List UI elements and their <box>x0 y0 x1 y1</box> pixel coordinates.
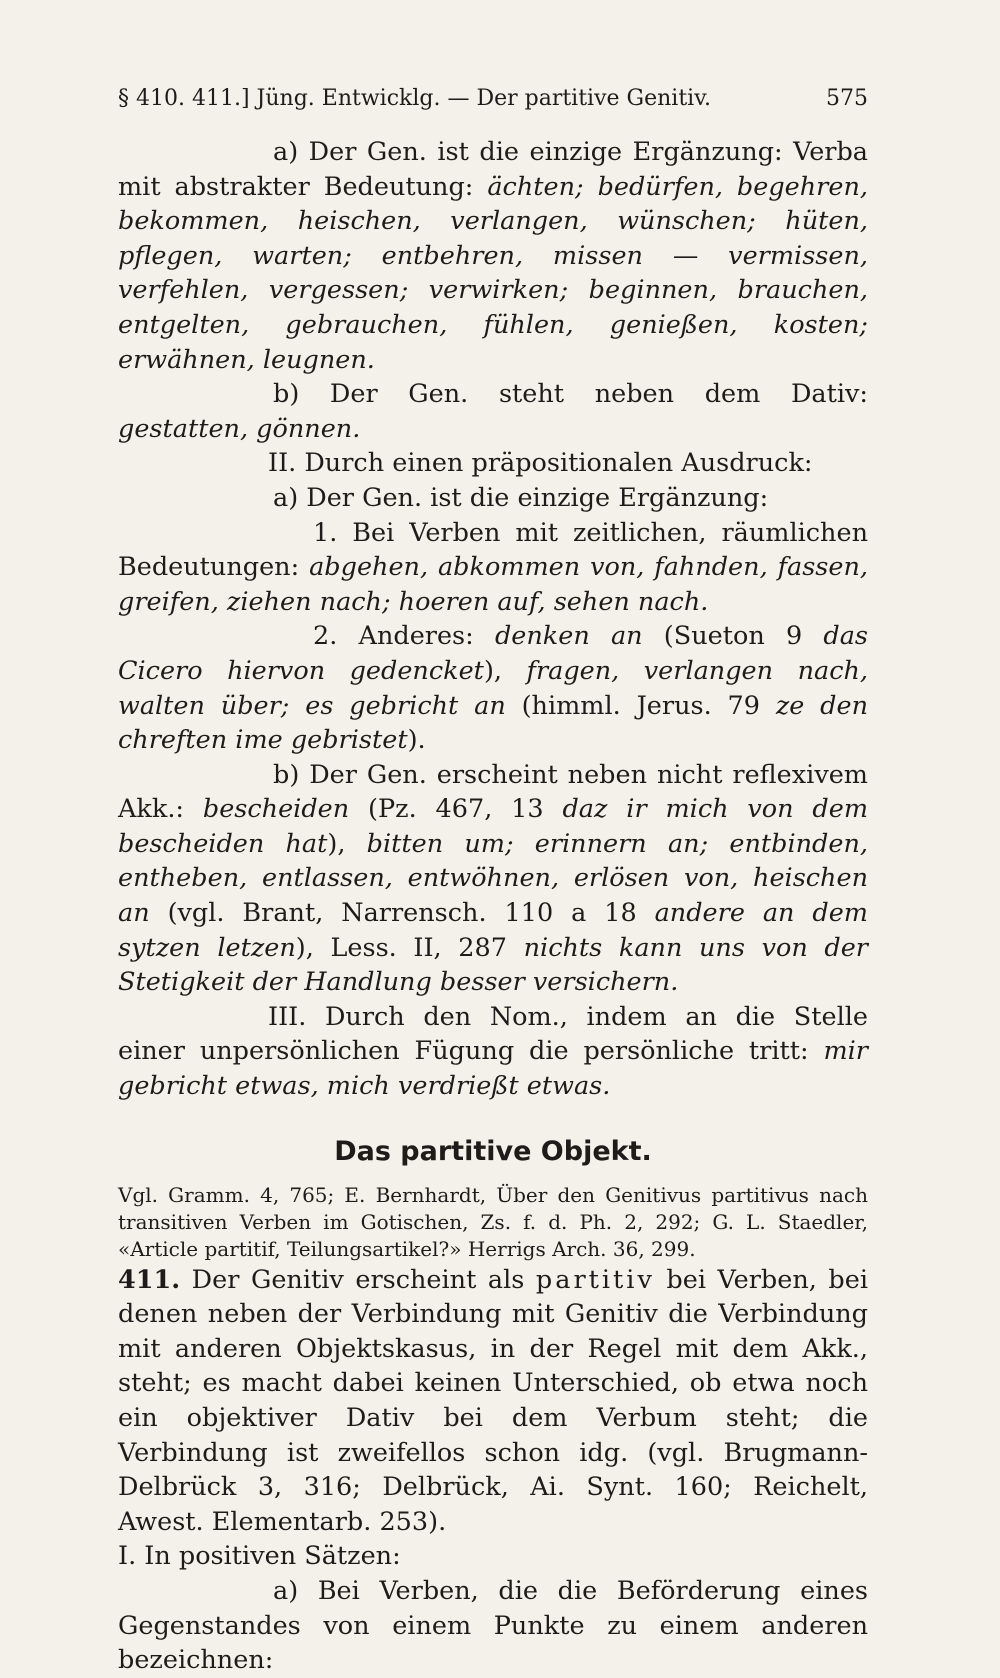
text-run: Der Genitiv erscheint als <box>180 1264 536 1295</box>
paragraph-IIb <box>118 758 868 1000</box>
paragraph-411-Ia <box>118 1574 868 1678</box>
italic-run: daz ir mich von dem bescheiden hat <box>118 794 869 859</box>
text-run: b) Der Gen. erscheint neben nicht reflexivem Akk.: <box>118 759 868 825</box>
text-run: (himml. Jerus. 79 <box>505 690 776 721</box>
page-number: 575 <box>826 86 868 111</box>
paragraph-II <box>118 446 868 481</box>
italic-run: fragen, verlangen nach, walten über; es gebricht an <box>118 655 869 721</box>
text-run: II. Durch einen präpositionalen Ausdruck: <box>268 448 813 479</box>
section-number: 411. <box>118 1264 181 1295</box>
text-run: (vgl. Brant, Narrensch. 110 a 18 <box>149 898 655 929</box>
text-run: ), Less. II, 287 <box>295 932 524 963</box>
paragraph-411 <box>118 1263 868 1540</box>
spaced-term: partitiv <box>535 1264 655 1295</box>
paragraph-III <box>118 1000 868 1104</box>
paragraph-IIa <box>118 481 868 516</box>
paragraph-1b <box>118 377 868 446</box>
paragraph-1a <box>118 135 868 377</box>
italic-run: abgehen, abkommen von, fahnden, fassen, greifen, ziehen nach; hoeren auf, sehen nach. <box>118 552 869 617</box>
paragraph-IIa1 <box>118 516 868 620</box>
italic-run: gestatten, gönnen. <box>118 413 361 444</box>
text-run: ), <box>327 828 367 859</box>
main-text <box>118 135 868 1678</box>
section-heading: Das partitive Objekt. <box>334 1135 652 1167</box>
text-run: a) Der Gen. ist die einzige Ergänzung: Verba mit abstrakter Bedeutung: <box>118 137 868 202</box>
running-header <box>118 84 868 114</box>
text-run: (Sueton 9 <box>642 621 824 652</box>
text-run: b) Der Gen. steht neben dem Dativ: <box>273 379 868 410</box>
header-title: § 410. 411.] Jüng. Entwicklg. — Der partitive Genitiv. <box>118 86 712 111</box>
italic-run: ze den chreften ime gebristet <box>118 690 869 756</box>
text-run: ). <box>407 725 426 756</box>
text-run: 1. Bei Verben mit zeitlichen, räumlichen Bedeutungen: <box>118 517 868 583</box>
italic-run: mir gebricht etwas, mich verdrießt etwas. <box>118 1036 868 1102</box>
text-run: ), <box>483 655 527 686</box>
bibliography-note: Vgl. Gramm. 4, 765; E. Bernhardt, Über den Genitivus partitivus nach transitiven Verben im Gotischen, Zs. f. d. Ph. 2, 292; G. L. Staedler, «Article partitif, Teilungsartikel?» Herrigs Arch. 36, 299. <box>118 1182 868 1261</box>
paragraph-411-I <box>118 1539 868 1574</box>
paragraph-IIa2 <box>118 619 868 757</box>
text-run: a) Bei Verben, die die Beförderung eines Gegenstandes von einem Punkte zu einem anderen bezeichnen: <box>118 1575 868 1676</box>
italic-run: nichts kann uns von der Stetigkeit der Handlung besser versichern. <box>118 932 868 998</box>
italic-run: denken an <box>494 621 643 652</box>
text-run: bei Verben, bei denen neben der Verbindung mit Genitiv die Verbindung mit anderen Objektskasus, in der Regel mit dem Akk., steht; es macht dabei keinen Unterschied, ob etwa noch ein objektiver Dativ bei dem Verbum steht; die Verbindung ist zweifellos schon idg. (vgl. Brugmann-Delbrück 3, 316; Delbrück, Ai. Synt. 160; Reichelt, Awest. Elementarb. 253). <box>118 1264 868 1537</box>
italic-run: bescheiden <box>202 794 350 825</box>
text-run: 2. Anderes: <box>313 621 495 652</box>
italic-run: das Cicero hiervon gedencket <box>118 621 868 686</box>
italic-run: andere an dem sytzen letzen <box>118 898 868 963</box>
text-run: a) Der Gen. ist die einzige Ergänzung: <box>273 482 769 513</box>
text-run: I. In positiven Sätzen: <box>118 1541 401 1572</box>
text-run: (Pz. 467, 13 <box>349 794 563 825</box>
text-run: III. Durch den Nom., indem an die Stelle einer unpersönlichen Fügung die persönliche tritt: <box>118 1001 868 1067</box>
italic-run: ächten; bedürfen, begehren, bekommen, heischen, verlangen, wünschen; hüten, pflegen, warten; entbehren, missen — vermissen, verfehlen, vergessen; verwirken; beginnen, brauchen, entgelten, gebrauchen, fühlen, genießen, kosten; erwähnen, leugnen. <box>118 171 868 375</box>
italic-run: bitten um; erinnern an; entbinden, entheben, entlassen, entwöhnen, erlösen von, heischen an <box>118 828 868 929</box>
